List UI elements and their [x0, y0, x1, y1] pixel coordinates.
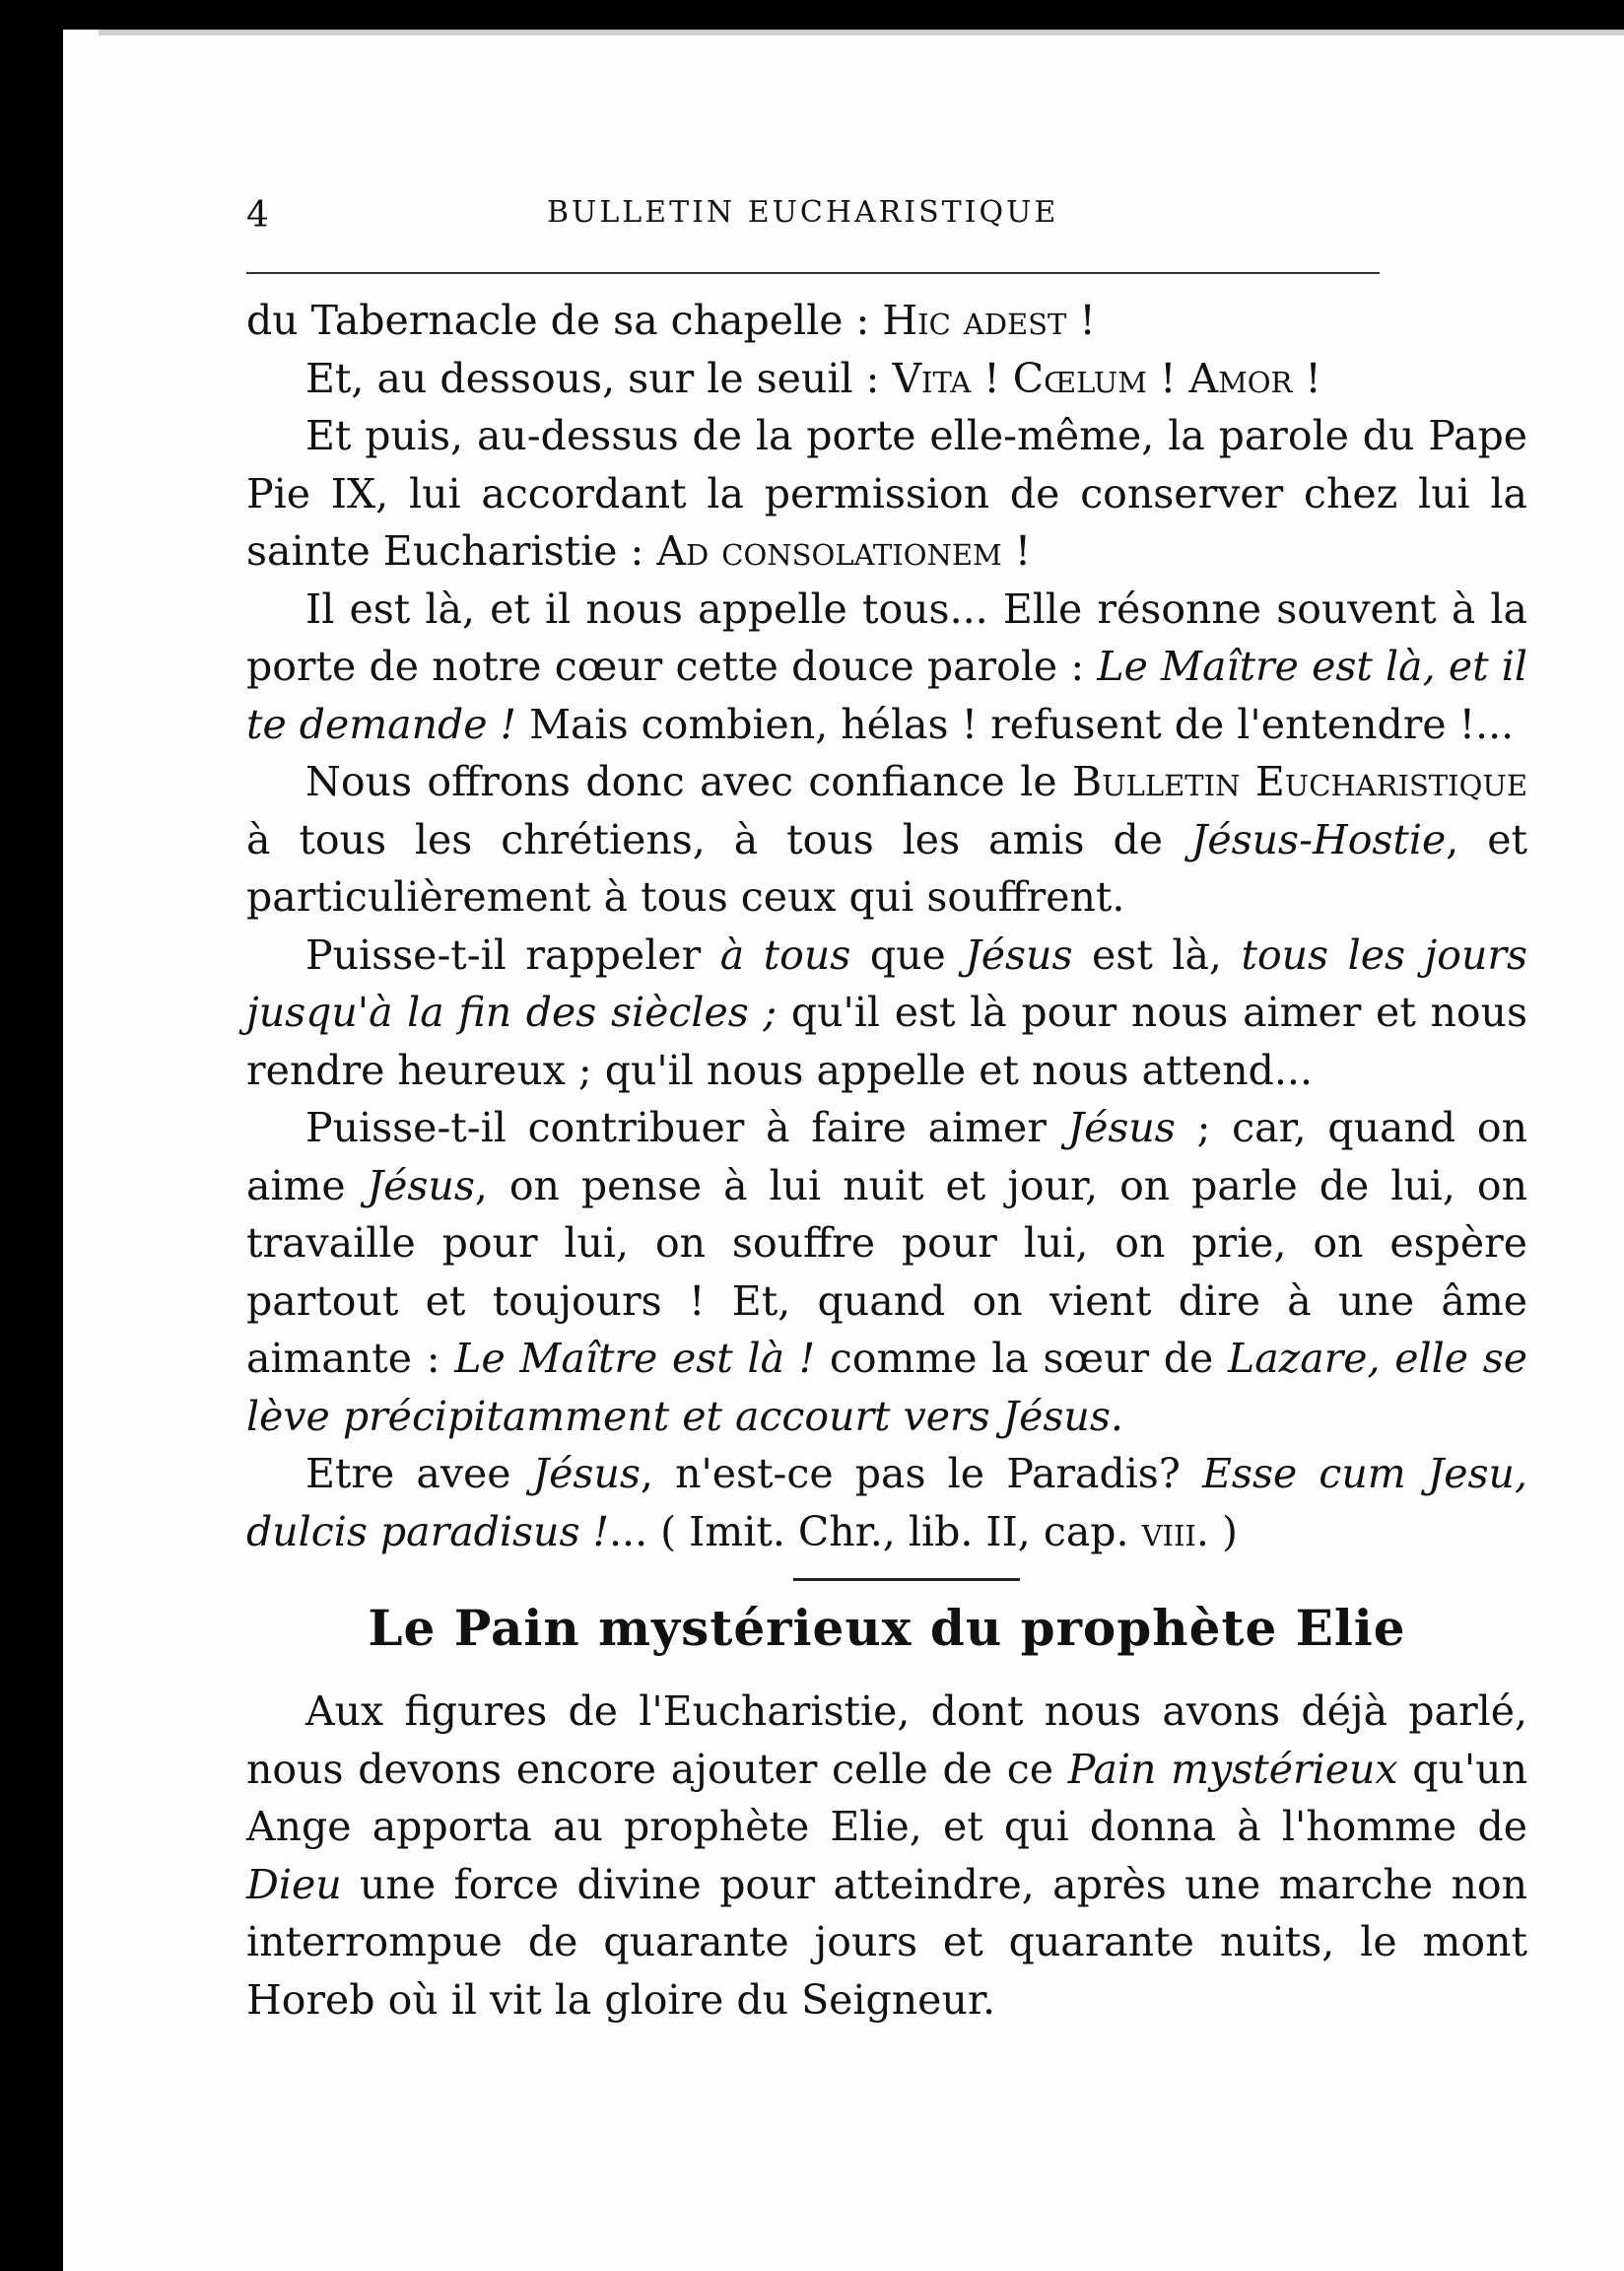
text-run: qu'un Ange apporta au prophète Elie, et qui donna à l'homme de	[246, 1745, 1527, 1850]
section-separator	[793, 1578, 1020, 1581]
text-run: à tous les chrétiens, à tous les amis de	[246, 815, 1191, 863]
page-number: 4	[246, 195, 269, 236]
small-caps-text: Ad consolationem	[656, 527, 1002, 575]
book-page	[99, 30, 1624, 2271]
italic-text: Jésus	[965, 930, 1073, 979]
small-caps-text: Hic adest	[882, 297, 1067, 344]
italic-text: Jésus-Hostie	[1190, 815, 1447, 863]
section-text	[246, 1683, 1527, 2029]
text-run: comme la sœur de	[815, 1335, 1228, 1382]
text-run: que	[850, 930, 966, 979]
text-run: !	[1146, 354, 1189, 402]
italic-text: à tous	[719, 930, 851, 979]
small-caps-text: Vita	[892, 354, 972, 402]
italic-text: tous les jours jusqu'à la fin des siècles ;	[246, 930, 1528, 1036]
text-run: Puisse-t-il rappeler	[305, 930, 720, 979]
header-rule	[246, 272, 1380, 274]
paragraph	[246, 927, 1527, 1100]
italic-text: Jésus	[532, 1450, 641, 1497]
text-run: Et puis, au-dessus de la porte elle-même, la parole du Pape Pie IX, lui accordant la permission de conserver chez lui la sainte Eucharistie :	[246, 412, 1527, 575]
small-caps-text: Cœlum	[1012, 354, 1147, 402]
text-run: Et, au dessous, sur le seuil :	[305, 354, 893, 402]
small-caps-text: viii	[1141, 1507, 1196, 1555]
text-run: , on pense à lui nuit et jour, on parle de lui, on travaille pour lui, on souffre pour lui, on prie, on espère partout et toujours ! Et, quand on vient dire à une âme aimante :	[246, 1161, 1527, 1382]
text-run: qu'il est là pour nous aimer et nous rendre heureux ; qu'il nous appelle et nous attend...	[246, 989, 1527, 1094]
text-run: !	[1292, 354, 1321, 402]
body-text	[246, 292, 1527, 1560]
italic-text: Esse cum Jesu, dulcis paradisus !	[246, 1450, 1527, 1555]
text-run: , n'est-ce pas le Paradis?	[640, 1450, 1202, 1497]
running-title: BULLETIN EUCHARISTIQUE	[547, 195, 1059, 230]
section-title: Le Pain mystérieux du prophète Elie	[368, 1599, 1406, 1657]
text-run: ... ( Imit. Chr., lib. II, cap.	[609, 1507, 1142, 1555]
italic-text: Dieu	[246, 1860, 342, 1908]
text-run: , et particulièrement à tous ceux qui souffrent.	[246, 815, 1527, 921]
text-run: est là,	[1072, 930, 1242, 979]
italic-text: Pain mystérieux	[1067, 1745, 1398, 1793]
text-run: . )	[1195, 1507, 1238, 1555]
small-caps-text: Bulletin Eucharistique	[1072, 758, 1527, 805]
italic-text: Jésus	[367, 1161, 475, 1209]
italic-text: Le Maître est là !	[454, 1335, 816, 1382]
text-run: Nous offrons donc avec confiance le	[305, 758, 1073, 805]
text-run: Etre avee	[305, 1450, 533, 1497]
italic-text: Lazare, elle se lève précipitamment et accourt vers Jésus.	[246, 1335, 1528, 1440]
paragraph	[246, 292, 1527, 350]
paragraph	[246, 407, 1527, 581]
text-run: !	[1066, 297, 1096, 344]
paragraph	[246, 581, 1527, 754]
text-run: Puisse-t-il contribuer à faire aimer	[305, 1104, 1068, 1151]
paragraph	[246, 1683, 1527, 2029]
paragraph	[246, 1445, 1527, 1560]
paragraph	[246, 753, 1527, 927]
paragraph	[246, 350, 1527, 408]
running-head	[246, 183, 1527, 252]
text-run: Aux figures de l'Eucharistie, dont nous avons déjà parlé, nous devons encore ajouter celle de ce	[246, 1687, 1527, 1793]
text-run: !	[1001, 527, 1032, 575]
text-run: Mais combien, hélas ! refusent de l'entendre !...	[516, 700, 1515, 748]
italic-text: Jésus	[1067, 1104, 1176, 1151]
paragraph	[246, 1099, 1527, 1445]
text-run: Il est là, et il nous appelle tous... Elle résonne souvent à la porte de notre cœur cette douce parole :	[246, 585, 1527, 690]
page-content	[246, 183, 1527, 2029]
text-run: du Tabernacle de sa chapelle :	[246, 297, 883, 344]
text-run: ; car, quand on aime	[246, 1104, 1527, 1209]
text-run: !	[971, 354, 1013, 402]
italic-text: Le Maître est là, et il te demande !	[246, 643, 1527, 748]
text-run: une force divine pour atteindre, après une marche non interrompue de quarante jours et quarante nuits, le mont Horeb où il vit la gloire du Seigneur.	[246, 1860, 1527, 2024]
small-caps-text: Amor	[1188, 354, 1293, 402]
